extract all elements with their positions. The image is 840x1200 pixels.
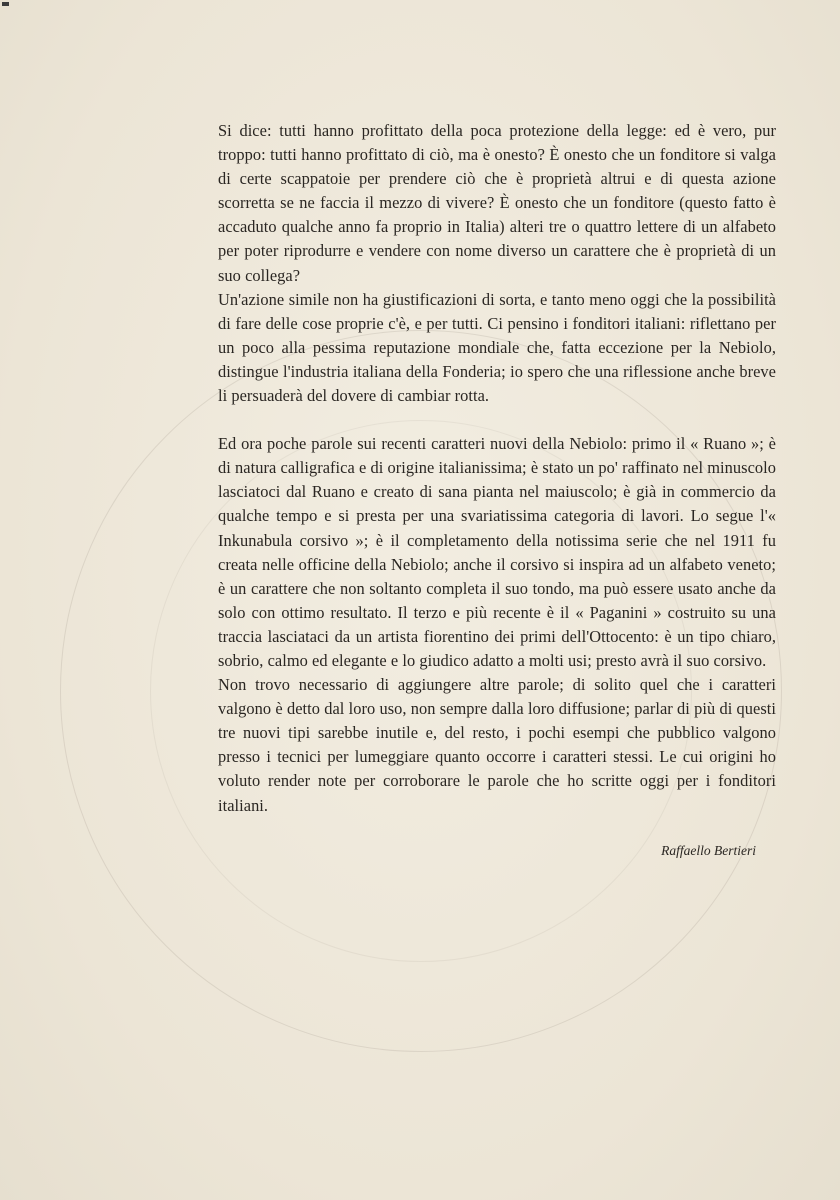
paragraph-3: Ed ora poche parole sui recenti caratteri nuovi della Nebiolo: primo il « Ruano »; è di natura calligrafica e di origine italianissima; è stato un po' raffinato nel minuscolo lasciatoci dal Ruano e creato di sana pianta nel maiuscolo; è già in commercio da qualche tempo e si presta per una svariatissima categoria di lavori. Lo segue l'« Inkunabula corsivo »; è il completamento della notissima serie che nel 1911 fu creata nelle officine della Nebiolo; anche il corsivo si inspira ad un alfabeto veneto; è un carattere che non soltanto completa il suo tondo, ma può essere usato anche da solo con ottimo resultato. Il terzo e più recente è il « Paganini » costruito su una traccia lasciataci da un artista fiorentino dei primi dell'Ottocento: è un tipo chiaro, sobrio, calmo ed elegante e lo giudico adatto a molti usi; presto avrà il suo corsivo.	[218, 434, 776, 670]
section-gap	[218, 408, 776, 432]
corner-mark	[2, 2, 9, 6]
body-text	[218, 119, 776, 818]
paragraph-2: Un'azione simile non ha giustificazioni di sorta, e tanto meno oggi che la possibilità di fare delle cose proprie c'è, e per tutti. Ci pensino i fonditori italiani: riflettano per un poco alla pessima reputazione mondiale che, fatta eccezione per la Nebiolo, distingue l'industria italiana della Fonderia; io spero che una riflessione anche breve li persuaderà del dovere di cambiar rotta.	[218, 289, 776, 406]
paragraph-1: Si dice: tutti hanno profittato della poca protezione della legge: ed è vero, pur troppo: tutti hanno profittato di ciò, ma è onesto? È onesto che un fonditore si valga di certe scappatoie per prendere ciò che è proprietà altrui e di questa azione scorretta se ne faccia il mezzo di vivere? È onesto che un fonditore (questo fatto è accaduto qualche anno fa proprio in Italia) alteri tre o quattro lettere di un alfabeto per poter riprodurre e vendere con nome diverso un carattere che è proprietà di un suo collega?	[218, 121, 776, 285]
paragraph-4: Non trovo necessario di aggiungere altre parole; di solito quel che i caratteri valgono è detto dal loro uso, non sempre dalla loro diffusione; parlar di più di questi tre nuovi tipi sarebbe inutile e, del resto, i pochi esempi che pubblico valgono presso i tecnici per lumeggiare quanto occorre i caratteri stessi. Le cui origini ho voluto render note per corroborare le parole che ho scritte oggi per i fonditori italiani.	[218, 675, 776, 815]
author-signature: Raffaello Bertieri	[661, 843, 756, 858]
